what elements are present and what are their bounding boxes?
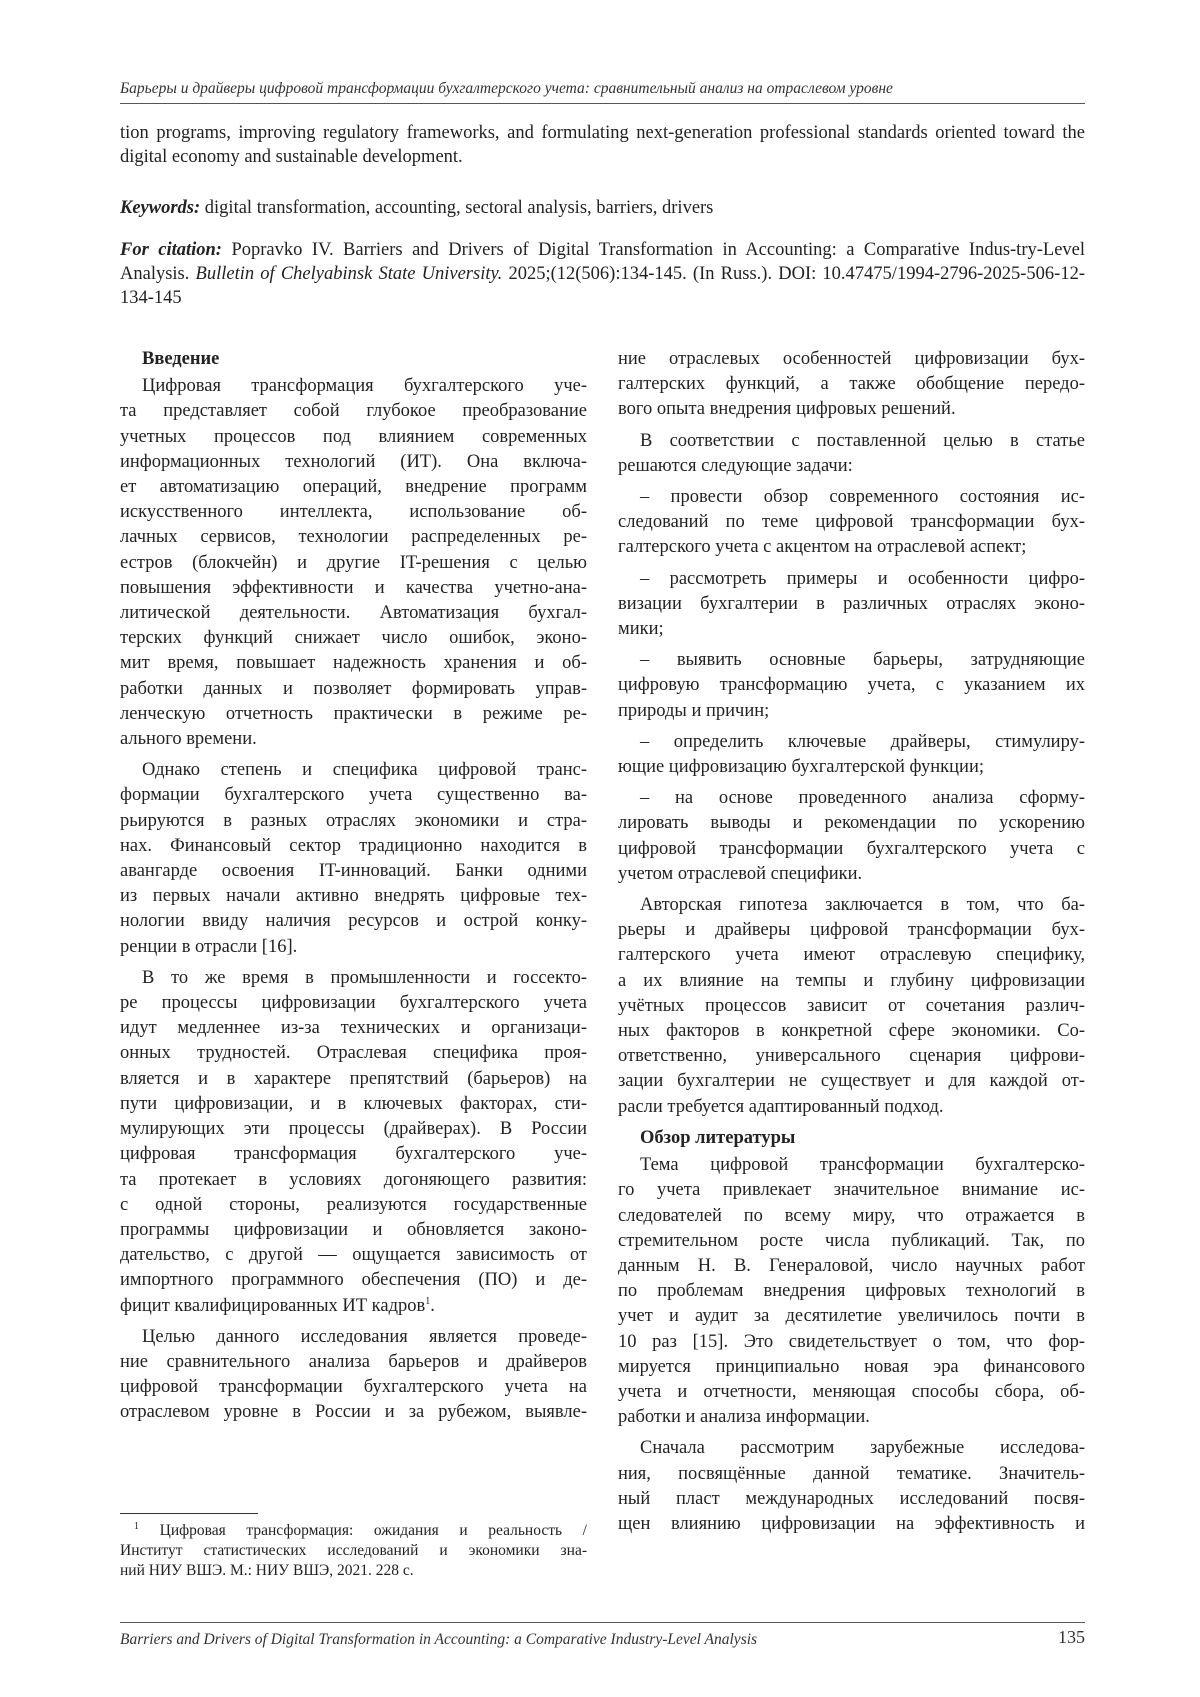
- text-line: лачных сервисов, технологии распределенных ре-: [120, 527, 587, 548]
- footer-rule: [120, 1622, 1085, 1623]
- text-line: – определить ключевые драйверы, стимулиру-: [640, 731, 1085, 752]
- text-line: фицит квалифицированных ИТ кадров$^1$.: [120, 1295, 435, 1316]
- text-line: повышения эффективности и качества учетно-ана-: [120, 577, 587, 598]
- page-number: 135: [1058, 1627, 1085, 1647]
- text-line: решаются следующие задачи:: [618, 455, 853, 476]
- citation: [120, 238, 1085, 310]
- text-line: лировать выводы и рекомендации по ускорению: [618, 813, 1085, 834]
- text-line: го учета привлекает значительное внимание ис-: [618, 1180, 1085, 1201]
- paragraph: [120, 1325, 587, 1426]
- text-line: Цифровая трансформация бухгалтерского уче-: [142, 376, 587, 397]
- paragraph: [618, 1436, 1085, 1537]
- text-line: мулирующих эти процессы (драйверах). В России: [120, 1119, 587, 1140]
- sentence-end: .: [430, 1295, 435, 1316]
- text-line: работки данных и позволяет формировать управ-: [120, 678, 587, 699]
- list-item: [618, 730, 1085, 780]
- text-line: галтерского учета с акцентом на отраслевой аспект;: [618, 537, 1027, 558]
- paragraph: [120, 966, 587, 1319]
- text-line: программы цифровизации и обновляется законо-: [120, 1219, 587, 1240]
- running-footer: Barriers and Drivers of Digital Transformation in Accounting: a Comparative Industry-Level Analysis: [120, 1631, 758, 1648]
- text-line: естров (блокчейн) и другие IT-решения с целью: [120, 552, 587, 573]
- text-line: щен влиянию цифровизации на эффективность и: [618, 1513, 1085, 1534]
- text-line: ответственно, универсального сценария цифрови-: [618, 1046, 1085, 1067]
- text-line: мики;: [618, 619, 664, 640]
- footnote-line: ний НИУ ВШЭ. М.: НИУ ВШЭ, 2021. 228 с.: [120, 1562, 414, 1579]
- section-heading-literature-review: Обзор литературы: [640, 1127, 796, 1148]
- citation-details: 2025;(12(506):134-145. (In Russ.). DOI: 10.47475/1994-2796-2025-506-12-134-145: [120, 264, 1085, 308]
- text-line: цифровая трансформация бухгалтерского уче-: [120, 1144, 587, 1165]
- text-line: стремительном росте числа публикаций. Так, по: [618, 1230, 1085, 1251]
- text-line: рьеры и драйверы цифровой трансформации бух-: [618, 920, 1085, 941]
- text-line: учётных процессов зависит от сочетания различ-: [618, 995, 1085, 1016]
- task-list: [618, 485, 1085, 887]
- text-line: формации бухгалтерского учета существенно ва-: [120, 785, 587, 806]
- text-line: ре процессы цифровизации бухгалтерского учета: [120, 993, 587, 1014]
- text-line: ный пласт международных исследований посвя-: [618, 1488, 1085, 1509]
- footnote-line: [120, 1521, 587, 1541]
- paragraph: [618, 347, 1085, 423]
- paragraph: [120, 374, 587, 752]
- text-line: зации бухгалтерии не существует и для каждой от-: [618, 1071, 1085, 1092]
- text-line: учетных процессов под влиянием современных: [120, 426, 587, 447]
- text-line: по проблемам внедрения цифровых технологий в: [618, 1281, 1085, 1302]
- text-line: учет и аудит за десятилетие увеличилось почти в: [618, 1306, 1085, 1327]
- text-line: вляется и в характере препятствий (барьеров) на: [120, 1068, 587, 1089]
- paragraph: [618, 1153, 1085, 1430]
- text-line: Авторская гипотеза заключается в том, что ба-: [640, 895, 1085, 916]
- text-line: рьируются в разных отраслях экономики и стра-: [120, 810, 587, 831]
- text-line: онных трудностей. Отраслевая специфика проя-: [120, 1043, 587, 1064]
- text-line: терских функций снижает число ошибок, эконо-: [120, 628, 587, 649]
- text-line: литической деятельности. Автоматизация бухгал-: [120, 603, 587, 624]
- right-column: [618, 347, 1085, 1543]
- text-line: цифровой трансформации бухгалтерского учета с: [618, 838, 1085, 859]
- text-line: В то же время в промышленности и госсекто-: [142, 967, 587, 988]
- text-line: – на основе проведенного анализа сформу-: [640, 788, 1085, 809]
- text-line: ленческую отчетность практически в режиме ре-: [120, 703, 587, 724]
- footnote: [120, 1521, 587, 1581]
- text-line: ального времени.: [120, 729, 257, 750]
- text-line: – рассмотреть примеры и особенности цифро-: [640, 568, 1085, 589]
- text-line: визации бухгалтерии в различных отраслях эконо-: [618, 593, 1085, 614]
- text-line: расли требуется адаптированный подход.: [618, 1096, 944, 1117]
- text-line: искусственного интеллекта, использование об-: [120, 502, 587, 523]
- text-line: ных факторов в конкретной сфере экономики. Со-: [618, 1021, 1085, 1042]
- text-line: Сначала рассмотрим зарубежные исследова-: [640, 1438, 1085, 1459]
- page: [120, 0, 1085, 1697]
- keywords-label: Keywords:: [120, 198, 201, 218]
- text-line: – выявить основные барьеры, затрудняющие: [640, 650, 1085, 671]
- text-line: ния, посвящённые данной тематике. Значитель-: [618, 1463, 1085, 1484]
- text-line: та представляет собой глубокое преобразование: [120, 401, 587, 422]
- list-item: [618, 648, 1085, 724]
- text-line: Однако степень и специфика цифровой транс-: [142, 760, 587, 781]
- text-line: импортного программного обеспечения (ПО) и де-: [120, 1270, 587, 1291]
- text-line: дательство, с другой — ощущается зависимость от: [120, 1245, 587, 1266]
- text-line: пути цифровизации, и в ключевых факторах, сти-: [120, 1093, 587, 1114]
- text-line: цифровую трансформацию учета, с указанием их: [618, 675, 1085, 696]
- footnote-marker: 1: [425, 1295, 431, 1307]
- text-line: нах. Финансовый сектор традиционно находится в: [120, 835, 587, 856]
- text-line: следований по теме цифровой трансформации бух-: [618, 512, 1085, 533]
- text-line: природы и причин;: [618, 700, 770, 721]
- text-line: мируется принципиально новая эра финансового: [618, 1356, 1085, 1377]
- text-line: учетом отраслевой специфики.: [618, 863, 863, 884]
- text-line: галтерских функций, а также обобщение передо-: [618, 374, 1085, 395]
- citation-label: For citation:: [120, 240, 222, 260]
- text-line: ет автоматизацию операций, внедрение программ: [120, 477, 587, 498]
- text-line: Тема цифровой трансформации бухгалтерско-: [640, 1155, 1085, 1176]
- citation-authors-title: Popravko IV. Barriers and Drivers of Digital Transformation in Accounting: a Comparative Indus-try-Level Analysis.: [120, 240, 1086, 284]
- footnote-number: 1: [134, 1520, 139, 1532]
- text-line: вого опыта внедрения цифровых решений.: [618, 399, 956, 420]
- footnote-text: Цифровая трансформация: ожидания и реальность /: [139, 1522, 587, 1539]
- keywords: [120, 196, 1085, 220]
- header-rule: [120, 103, 1085, 104]
- text-line: работки и анализа информации.: [618, 1407, 870, 1428]
- citation-journal: Bulletin of Chelyabinsk State University.: [195, 264, 503, 284]
- list-item: [618, 485, 1085, 561]
- text-line: отраслевом уровне в России и за рубежом, выявле-: [120, 1402, 587, 1423]
- text-line: информационных технологий (ИТ). Она включа-: [120, 451, 587, 472]
- text-line: учета и отчетности, меняющая способы сбора, об-: [618, 1381, 1085, 1402]
- list-item: [618, 786, 1085, 887]
- text-line: из первых начали активно внедрять цифровые тех-: [120, 886, 587, 907]
- text-line: авангарде освоения IT-инноваций. Банки одними: [120, 861, 587, 882]
- text-line: мит время, повышает надежность хранения и об-: [120, 653, 587, 674]
- text-line: 10 раз [15]. Это свидетельствует о том, что фор-: [618, 1331, 1085, 1352]
- running-header: Барьеры и драйверы цифровой трансформации бухгалтерского учета: сравнительный анализ на отраслевом уровне: [120, 80, 893, 97]
- footnote-rule: [120, 1513, 258, 1514]
- text-line: – провести обзор современного состояния ис-: [640, 487, 1085, 508]
- text-line: цифровой трансформации бухгалтерского учета на: [120, 1377, 587, 1398]
- text-line: В соответствии с поставленной целью в статье: [640, 430, 1085, 451]
- left-column: [120, 347, 587, 1432]
- paragraph: [618, 429, 1085, 479]
- abstract-end: tion programs, improving regulatory frameworks, and formulating next-generation professional standards oriented toward the digital economy and sustainable development.: [120, 123, 1085, 167]
- text-line: с одной стороны, реализуются государственные: [120, 1194, 587, 1215]
- text-line: идут медленнее из-за технических и организаци-: [120, 1018, 587, 1039]
- text-line: ние отраслевых особенностей цифровизации бух-: [618, 349, 1085, 369]
- section-heading-introduction: Введение: [142, 349, 220, 369]
- text-line: следователей по всему миру, что отражается в: [618, 1205, 1085, 1226]
- text-line: Целью данного исследования является проведе-: [142, 1326, 587, 1347]
- text-line: ренции в отрасли [16].: [120, 936, 298, 957]
- text-line: данным Н. В. Генераловой, число научных работ: [618, 1255, 1085, 1276]
- text-line: галтерского учета имеют отраслевую специфику,: [618, 945, 1085, 966]
- text-line: ющие цифровизацию бухгалтерской функции;: [618, 757, 984, 778]
- paragraph: [120, 758, 587, 960]
- text-line: ние сравнительного анализа барьеров и драйверов: [120, 1351, 587, 1372]
- text-line: та протекает в условиях догоняющего развития:: [120, 1169, 587, 1190]
- footnote-line: Институт статистических исследований и экономики зна-: [120, 1542, 587, 1559]
- list-item: [618, 567, 1085, 643]
- text-line: нологии ввиду наличия ресурсов и острой конку-: [120, 911, 587, 932]
- paragraph: [618, 893, 1085, 1120]
- keywords-text: digital transformation, accounting, sectoral analysis, barriers, drivers: [200, 198, 714, 218]
- text-line: а их влияние на темпы и глубину цифровизации: [618, 970, 1085, 991]
